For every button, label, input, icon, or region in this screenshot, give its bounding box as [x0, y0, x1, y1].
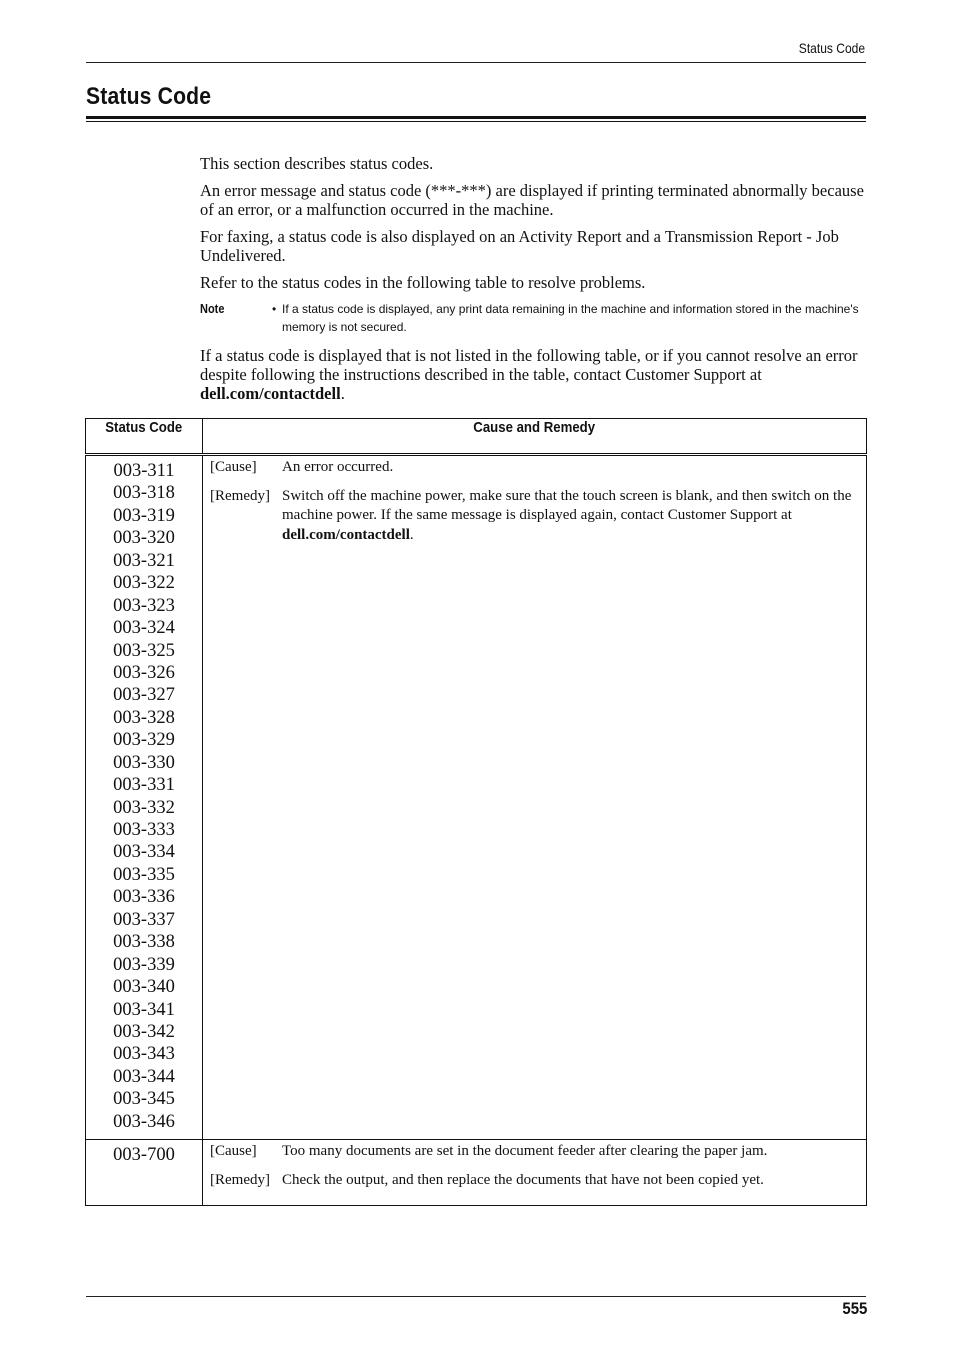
intro-paragraph-5 — [200, 346, 866, 403]
table-header-row — [86, 419, 867, 455]
intro-paragraph-5-end: . — [340, 384, 345, 403]
status-code: 003-327 — [113, 685, 175, 706]
status-code: 003-319 — [113, 505, 175, 526]
cause-remedy-cell — [203, 455, 867, 1140]
remedy-line — [210, 487, 858, 546]
status-code: 003-325 — [113, 640, 175, 661]
support-link[interactable]: dell.com/contactdell — [282, 526, 410, 543]
status-code: 003-329 — [113, 730, 175, 751]
status-code: 003-323 — [113, 595, 175, 616]
status-code: 003-330 — [113, 752, 175, 773]
status-code: 003-341 — [113, 999, 175, 1020]
page-number: 555 — [842, 1299, 867, 1318]
cause-line-text — [282, 1142, 858, 1162]
intro-paragraph-2: An error message and status code (***-***) are displayed if printing terminated abnormally because of an error, or a malfunction occurred in the machine. — [200, 181, 864, 219]
status-code: 003-343 — [113, 1044, 175, 1065]
status-code-cell — [86, 455, 203, 1140]
note-item — [272, 300, 866, 336]
status-code: 003-320 — [113, 528, 175, 549]
status-code: 003-328 — [113, 707, 175, 728]
cause-line — [210, 458, 858, 478]
status-code: 003-339 — [113, 954, 175, 975]
column-header-cause-remedy-label: Cause and Remedy — [473, 419, 596, 436]
status-code-list — [86, 460, 202, 1133]
status-code: 003-337 — [113, 909, 175, 930]
status-code: 003-335 — [113, 864, 175, 885]
cause-remedy-cell — [203, 1140, 867, 1206]
cause-line-label: [Cause] — [210, 459, 257, 475]
intro-paragraph-4: Refer to the status codes in the following table to resolve problems. — [200, 273, 646, 292]
intro-paragraph-5-text: If a status code is displayed that is not listed in the following table, or if you cannot resolve an error despite following the instructions described in the table, contact Customer Support at — [200, 346, 858, 384]
status-code-table — [85, 418, 867, 1206]
status-code: 003-344 — [113, 1066, 175, 1087]
status-code: 003-333 — [113, 820, 175, 840]
remedy-line-text — [282, 1171, 858, 1191]
cause-text-span: An error occurred. — [282, 459, 394, 475]
remedy-line-label: [Remedy] — [210, 487, 270, 504]
status-code: 003-340 — [113, 977, 175, 998]
remedy-line-text — [282, 487, 858, 546]
table-row — [86, 455, 867, 1140]
status-code-cell — [86, 1140, 203, 1206]
status-code: 003-322 — [113, 573, 175, 594]
cause-text-span: Too many documents are set in the document feeder after clearing the paper jam. — [282, 1143, 768, 1160]
title-rule-thin — [86, 121, 866, 122]
status-code: 003-342 — [113, 1021, 175, 1042]
status-code: 003-346 — [113, 1111, 175, 1132]
cause-line — [210, 1142, 858, 1162]
footer-rule — [86, 1296, 866, 1297]
section-title: Status Code — [86, 83, 212, 110]
running-head: Status Code — [798, 40, 865, 56]
note-label: Note — [200, 302, 225, 316]
intro-text — [200, 154, 866, 411]
table-row — [86, 1140, 867, 1206]
status-code: 003-326 — [113, 662, 175, 683]
remedy-text-end: . — [409, 526, 414, 543]
note-text: If a status code is displayed, any print data remaining in the machine and information stored in the machine's memory is not secured. — [282, 302, 859, 334]
status-code: 003-318 — [113, 483, 175, 504]
bullet-icon: • — [272, 302, 277, 316]
column-header-status-code — [86, 419, 203, 455]
column-header-status-code-label: Status Code — [105, 419, 183, 436]
remedy-line-label: [Remedy] — [210, 1171, 270, 1188]
status-code: 003-338 — [113, 932, 175, 953]
status-code: 003-336 — [113, 887, 175, 908]
header-rule — [86, 62, 866, 63]
status-code: 003-334 — [113, 842, 175, 863]
title-rule — [86, 116, 866, 119]
column-header-cause-remedy — [203, 419, 867, 455]
remedy-text-span: Switch off the machine power, make sure that the touch screen is blank, and then switch on the machine power. If the same message is displayed again, contact Customer Support at — [282, 487, 852, 523]
cause-line-label: [Cause] — [210, 1143, 257, 1160]
status-code: 003-324 — [113, 618, 175, 639]
status-code: 003-311 — [113, 461, 175, 481]
status-code: 003-331 — [113, 775, 175, 796]
note-block — [200, 300, 866, 336]
status-code: 003-321 — [113, 550, 175, 571]
remedy-line — [210, 1171, 858, 1191]
intro-paragraph-3: For faxing, a status code is also displayed on an Activity Report and a Transmission Report - Job Undelivered. — [200, 227, 839, 265]
support-link[interactable]: dell.com/contactdell — [200, 384, 341, 403]
remedy-text-span: Check the output, and then replace the documents that have not been copied yet. — [282, 1171, 764, 1188]
status-code: 003-332 — [113, 797, 175, 818]
status-code: 003-700 — [113, 1145, 175, 1166]
status-code-list — [86, 1144, 202, 1166]
intro-paragraph-1: This section describes status codes. — [200, 154, 434, 173]
cause-line-text — [282, 458, 858, 478]
status-code: 003-345 — [113, 1089, 175, 1110]
